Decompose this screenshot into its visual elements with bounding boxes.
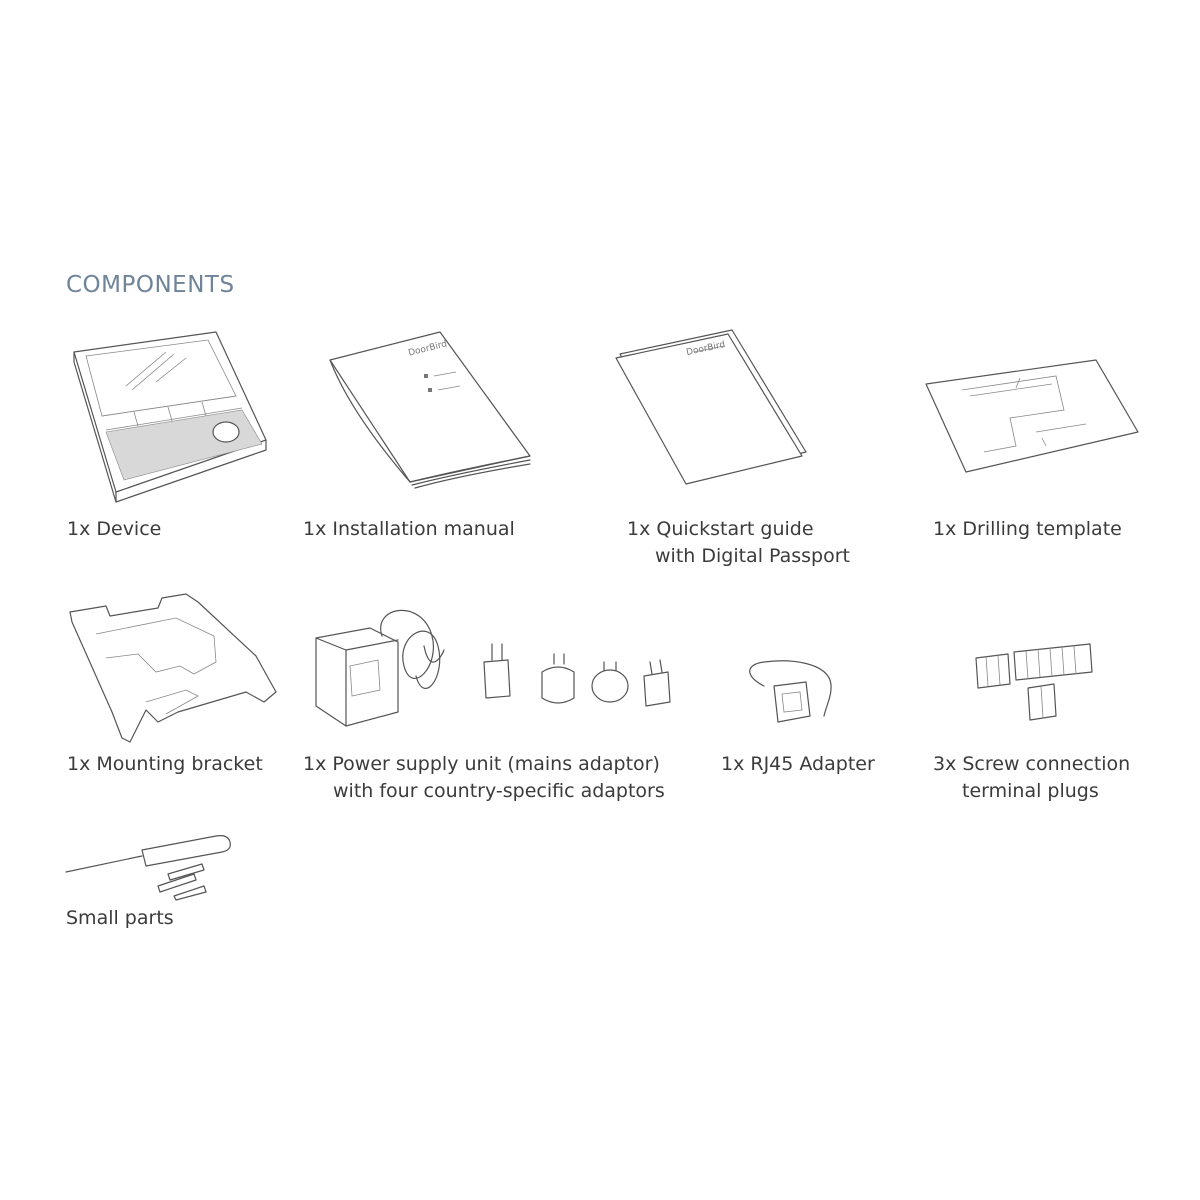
caption-line: with four country-specific adaptors bbox=[333, 780, 665, 802]
caption-line: 1x Mounting bracket bbox=[67, 753, 263, 775]
component-caption bbox=[721, 751, 875, 778]
caption-line: 1x Quickstart guide bbox=[627, 518, 814, 540]
component-caption bbox=[67, 516, 161, 543]
caption-line: Small parts bbox=[66, 907, 174, 929]
manual-brand-label: DoorBird bbox=[407, 339, 449, 359]
component-caption bbox=[303, 516, 515, 543]
drilling-template-icon bbox=[926, 360, 1140, 480]
caption-line: 1x Device bbox=[67, 518, 162, 540]
caption-line: 1x Power supply unit (mains adaptor) bbox=[303, 753, 660, 775]
guide-brand-label: DoorBird bbox=[685, 339, 727, 359]
terminal-plugs-icon bbox=[974, 644, 1094, 722]
caption-line: with Digital Passport bbox=[655, 545, 851, 567]
power-supply-icon bbox=[312, 606, 688, 732]
component-caption bbox=[67, 751, 263, 778]
mounting-bracket-icon bbox=[66, 592, 278, 744]
device-icon bbox=[66, 330, 276, 500]
caption-line: 1x Installation manual bbox=[303, 518, 515, 540]
caption-line: 1x RJ45 Adapter bbox=[721, 753, 875, 775]
caption-line: 3x Screw connection bbox=[933, 753, 1131, 775]
caption-line: terminal plugs bbox=[962, 780, 1099, 802]
caption-line: 1x Drilling template bbox=[933, 518, 1122, 540]
section-heading: COMPONENTS bbox=[66, 272, 235, 298]
component-caption bbox=[933, 516, 1122, 543]
rj45-adapter-icon bbox=[744, 656, 844, 724]
installation-manual-icon bbox=[330, 332, 540, 492]
component-caption bbox=[303, 751, 665, 805]
component-caption bbox=[627, 516, 850, 570]
small-parts-icon bbox=[66, 832, 256, 900]
component-caption bbox=[933, 751, 1130, 805]
quickstart-guide-icon bbox=[616, 324, 816, 494]
component-caption bbox=[66, 905, 174, 932]
